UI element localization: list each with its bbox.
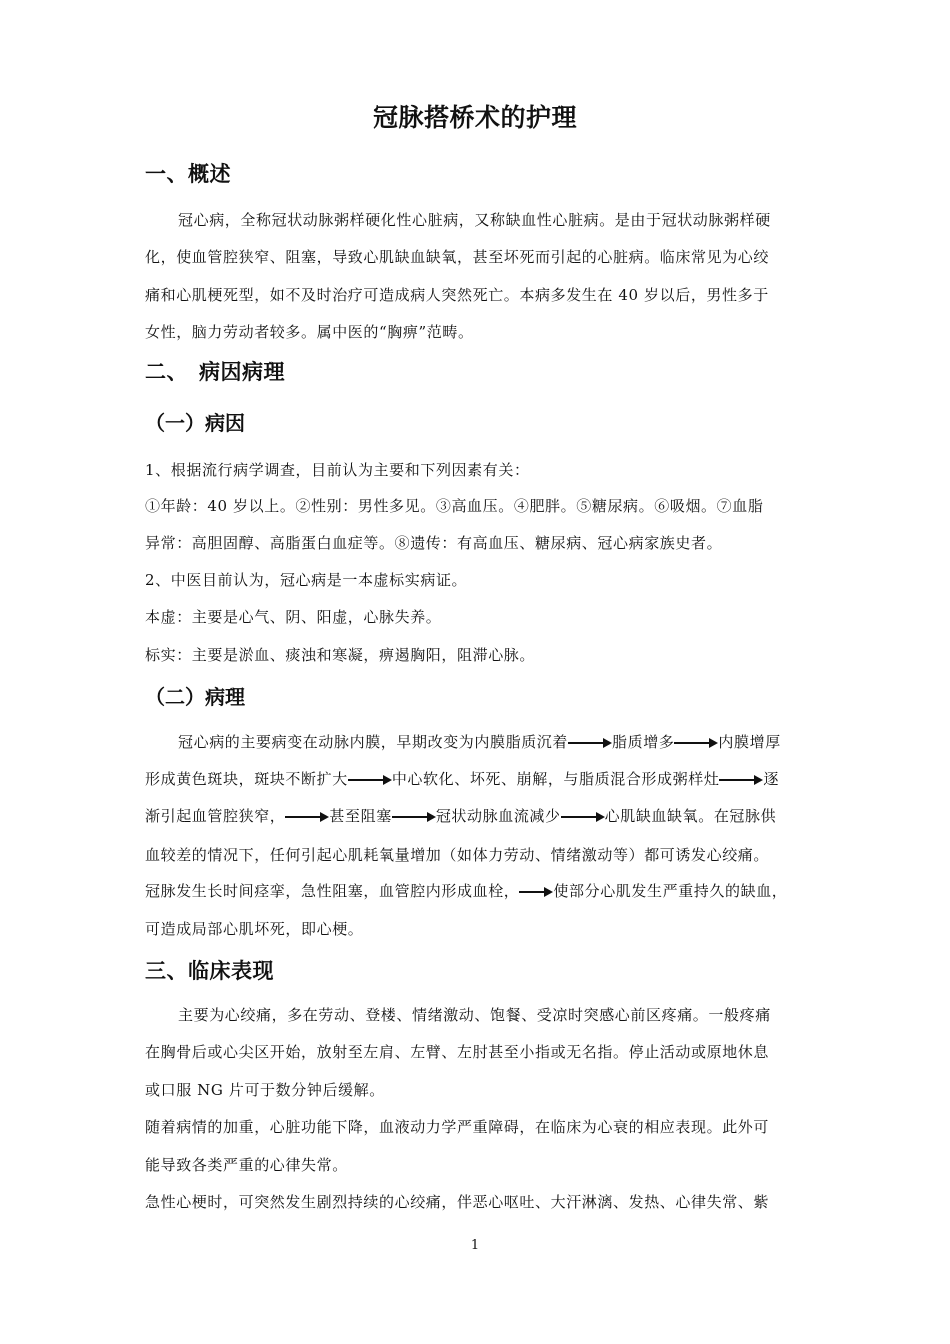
clinical-line-5: 能导致各类严重的心律失常。 bbox=[145, 1156, 348, 1174]
section-heading-clinical: 三、临床表现 bbox=[145, 959, 274, 983]
section-heading-overview: 一、概述 bbox=[145, 162, 231, 186]
pathology-text: 甚至阻塞 bbox=[329, 807, 392, 825]
pathology-text: 使部分心肌发生严重持久的缺血， bbox=[553, 882, 788, 900]
pathology-line-6: 可造成局部心肌坏死，即心梗。 bbox=[145, 920, 364, 938]
pathology-line-2 bbox=[145, 769, 779, 789]
arrow-icon bbox=[519, 887, 553, 897]
etiology-line-6: 标实：主要是淤血、痰浊和寒凝，痹遏胸阳，阻滞心脉。 bbox=[145, 646, 536, 664]
pathology-text: 冠脉发生长时间痉挛，急性阻塞，血管腔内形成血栓， bbox=[145, 882, 520, 900]
clinical-line-3: 或口服 NG 片可于数分钟后缓解。 bbox=[145, 1081, 385, 1099]
document-title: 冠脉搭桥术的护理 bbox=[372, 103, 577, 132]
overview-line-3: 痛和心肌梗死型，如不及时治疗可造成病人突然死亡。本病多发生在 40 岁以后，男性多于 bbox=[145, 286, 769, 304]
pathology-line-1 bbox=[178, 732, 781, 752]
overview-line-1: 冠心病，全称冠状动脉粥样硬化性心脏病，又称缺血性心脏病。是由于冠状动脉粥样硬 bbox=[178, 211, 771, 229]
etiology-line-3: 异常：高胆固醇、高脂蛋白血症等。⑧遗传：有高血压、糖尿病、冠心病家族史者。 bbox=[145, 534, 723, 552]
pathology-text: 冠状动脉血流减少 bbox=[435, 807, 561, 825]
pathology-line-5 bbox=[145, 881, 787, 901]
etiology-line-1: 1、根据流行病学调查，目前认为主要和下列因素有关： bbox=[145, 461, 530, 479]
pathology-text: 形成黄色斑块，斑块不断扩大 bbox=[145, 770, 348, 788]
subheading-etiology: （一）病因 bbox=[145, 411, 245, 435]
pathology-text: 中心软化、坏死、崩解，与脂质混合形成粥样灶 bbox=[391, 770, 720, 788]
etiology-line-2: ①年龄：40 岁以上。②性别：男性多见。③高血压。④肥胖。⑤糖尿病。⑥吸烟。⑦血脂 bbox=[145, 497, 764, 515]
pathology-text: 内膜增厚 bbox=[718, 733, 781, 751]
clinical-line-1: 主要为心绞痛，多在劳动、登楼、情绪激动、饱餐、受凉时突感心前区疼痛。一般疼痛 bbox=[178, 1006, 771, 1024]
arrow-icon bbox=[392, 812, 436, 822]
pathology-line-4: 血较差的情况下，任何引起心肌耗氧量增加（如体力劳动、情绪激动等）都可诱发心绞痛。 bbox=[145, 846, 770, 864]
pathology-text: 心肌缺血缺氧。在冠脉供 bbox=[604, 807, 777, 825]
clinical-line-2: 在胸骨后或心尖区开始，放射至左肩、左臂、左肘甚至小指或无名指。停止活动或原地休息 bbox=[145, 1043, 770, 1061]
clinical-line-4: 随着病情的加重，心脏功能下降，血液动力学严重障碍，在临床为心衰的相应表现。此外可 bbox=[145, 1118, 770, 1136]
page-number: 1 bbox=[470, 1238, 480, 1253]
arrow-icon bbox=[719, 775, 763, 785]
arrow-icon bbox=[285, 812, 329, 822]
pathology-text: 逐 bbox=[763, 770, 780, 788]
pathology-text: 脂质增多 bbox=[612, 733, 675, 751]
pathology-line-3 bbox=[145, 806, 776, 826]
arrow-icon bbox=[674, 738, 718, 748]
pathology-text: 冠心病的主要病变在动脉内膜，早期改变为内膜脂质沉着 bbox=[178, 733, 569, 751]
clinical-line-6: 急性心梗时，可突然发生剧烈持续的心绞痛，伴恶心呕吐、大汗淋漓、发热、心律失常、紫 bbox=[145, 1193, 770, 1211]
subheading-pathology: （二）病理 bbox=[145, 685, 245, 709]
etiology-line-4: 2、中医目前认为，冠心病是一本虚标实病证。 bbox=[145, 571, 468, 589]
arrow-icon bbox=[568, 738, 612, 748]
overview-line-2: 化，使血管腔狭窄、阻塞，导致心肌缺血缺氧，甚至坏死而引起的心脏病。临床常见为心绞 bbox=[145, 248, 770, 266]
pathology-text: 渐引起血管腔狭窄， bbox=[145, 807, 286, 825]
section-heading-etiology-pathology: 二、 病因病理 bbox=[145, 360, 285, 384]
overview-line-4: 女性，脑力劳动者较多。属中医的“胸痹”范畴。 bbox=[145, 323, 474, 341]
etiology-line-5: 本虚：主要是心气、阴、阳虚，心脉失养。 bbox=[145, 608, 442, 626]
arrow-icon bbox=[348, 775, 392, 785]
arrow-icon bbox=[561, 812, 605, 822]
